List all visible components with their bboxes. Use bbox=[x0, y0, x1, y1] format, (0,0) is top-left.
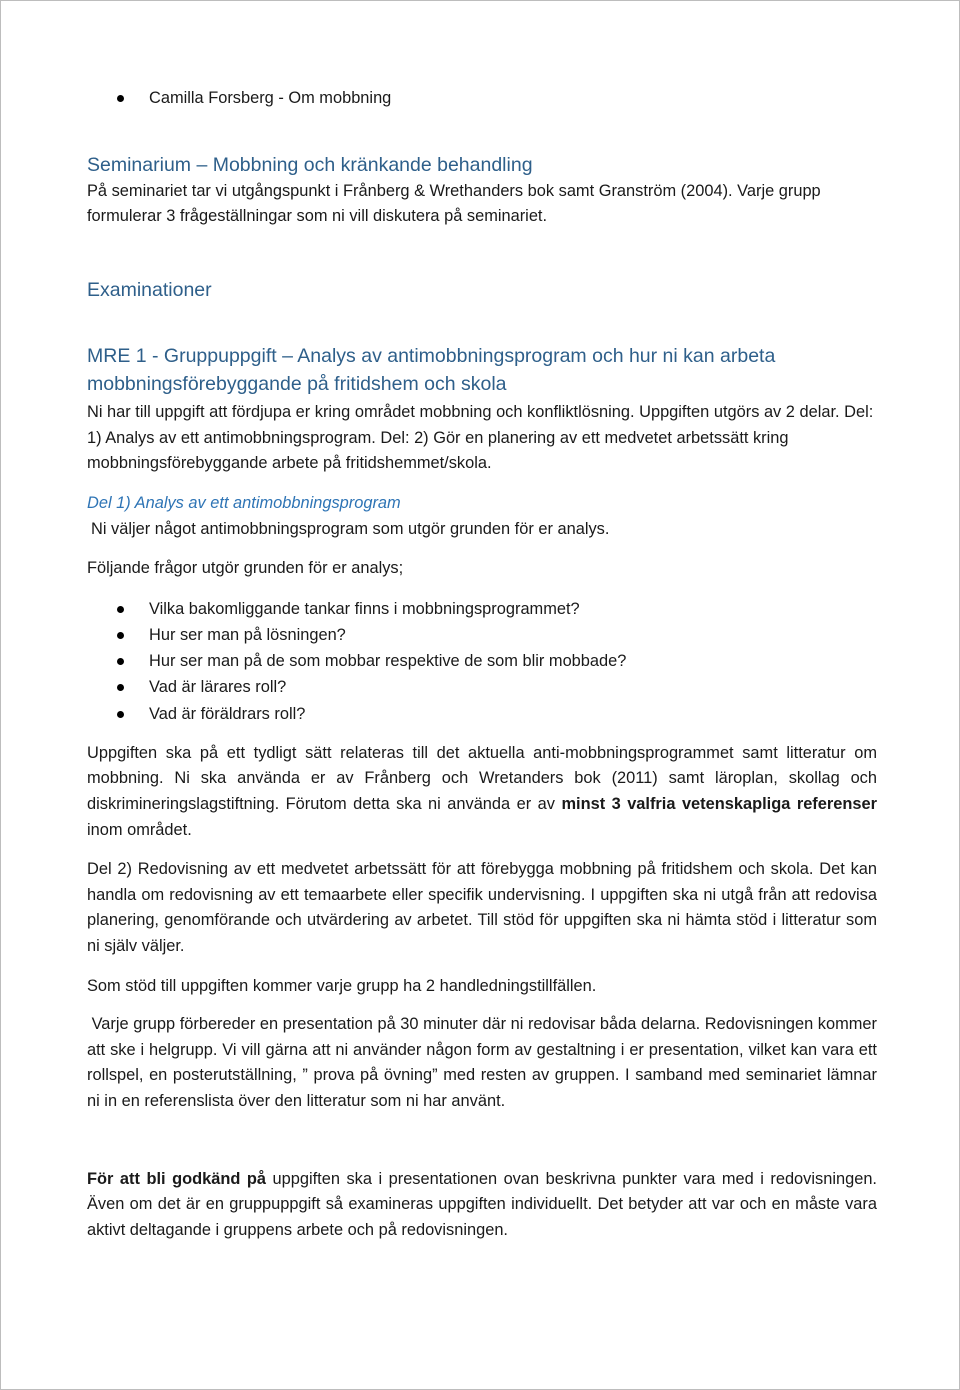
mre-heading: MRE 1 - Gruppuppgift – Analys av antimobbningsprogram och hur ni kan arbeta mobbningsförebyggande på fritidshem och skola bbox=[87, 345, 776, 396]
list-item: Vad är föräldrars roll? bbox=[87, 701, 877, 727]
support-paragraph: Som stöd till uppgiften kommer varje grupp ha 2 handledningstillfällen. bbox=[87, 976, 597, 995]
document-content bbox=[87, 85, 882, 1243]
part1-text: Ni väljer något antimobbningsprogram som utgör grunden för er analys. bbox=[91, 519, 610, 538]
seminar-heading: Seminarium – Mobbning och kränkande behandling bbox=[87, 154, 533, 177]
seminar-text: På seminariet tar vi utgångspunkt i Frånberg & Wrethanders bok samt Granström (2004). Varje grupp formulerar 3 frågeställningar som ni vill diskutera på seminariet. bbox=[87, 182, 821, 225]
presentation-paragraph: Varje grupp förbereder en presentation på 30 minuter där ni redovisar båda delarna. Redovisningen kommer att ske i helgrupp. Vi vill gärna att ni använder någon form av gestaltning i er presentation, vilket kan vara ett rollspel, en posterutställning, ” prova på övning” med resten av gruppen. I samband med seminariet lämnar ni in en referenslista över den litteratur som ni har använt. bbox=[87, 1015, 882, 1110]
list-item: Hur ser man på de som mobbar respektive de som blir mobbade? bbox=[87, 648, 877, 674]
pass-text: uppgiften ska i presentationen ovan beskrivna punkter vara med i redovisningen. Även om det är en gruppuppgift så examineras uppgiften individuellt. Det betyder att var och en måste vara aktivt deltagande i gruppens arbete och på redovisningen. bbox=[87, 1169, 877, 1239]
questions-list bbox=[87, 596, 877, 727]
list-item: Camilla Forsberg - Om mobbning bbox=[87, 85, 877, 111]
relate-text-end: inom området. bbox=[87, 820, 192, 839]
part1-heading: Del 1) Analys av ett antimobbningsprogram bbox=[87, 493, 401, 512]
list-item: Hur ser man på lösningen? bbox=[87, 622, 877, 648]
list-item: Vad är lärares roll? bbox=[87, 674, 877, 700]
pass-paragraph bbox=[87, 1167, 877, 1244]
relate-text: Uppgiften ska på ett tydligt sätt relateras till det aktuella anti-mobbningsprogrammet samt litteratur om mobbning. Ni ska använda er av Frånberg och Wretanders bok (2011) samt läroplan, skollag och diskrimineringslagstiftning. Förutom detta ska ni använda er av bbox=[87, 743, 877, 813]
reference-list bbox=[87, 85, 877, 111]
part2-paragraph: Del 2) Redovisning av ett medvetet arbetssätt för att förebygga mobbning på fritidshem och skola. Det kan handla om redovisning av ett temaarbete eller specifik undervisning. I uppgiften ska ni utgå från att redovisa planering, genomförande och utvärdering av arbetet. Till stöd för uppgiften ska ni hämta stöd i litteratur som ni själv väljer. bbox=[87, 860, 877, 955]
relate-bold-text: minst 3 valfria vetenskapliga referenser bbox=[561, 794, 878, 813]
relate-paragraph bbox=[87, 741, 877, 843]
exams-heading: Examinationer bbox=[87, 279, 212, 302]
mre-intro: Ni har till uppgift att fördjupa er kring området mobbning och konfliktlösning. Uppgiften utgörs av 2 delar. Del: 1) Analys av ett antimobbningsprogram. Del: 2) Gör en planering av ett medvetet arbetssätt kring mobbningsförebyggande arbete på fritidshemmet/skola. bbox=[87, 403, 874, 473]
pass-bold-text: För att bli godkänd på bbox=[87, 1169, 266, 1188]
questions-intro: Följande frågor utgör grunden för er analys; bbox=[87, 559, 404, 578]
list-item: Vilka bakomliggande tankar finns i mobbningsprogrammet? bbox=[87, 596, 877, 622]
